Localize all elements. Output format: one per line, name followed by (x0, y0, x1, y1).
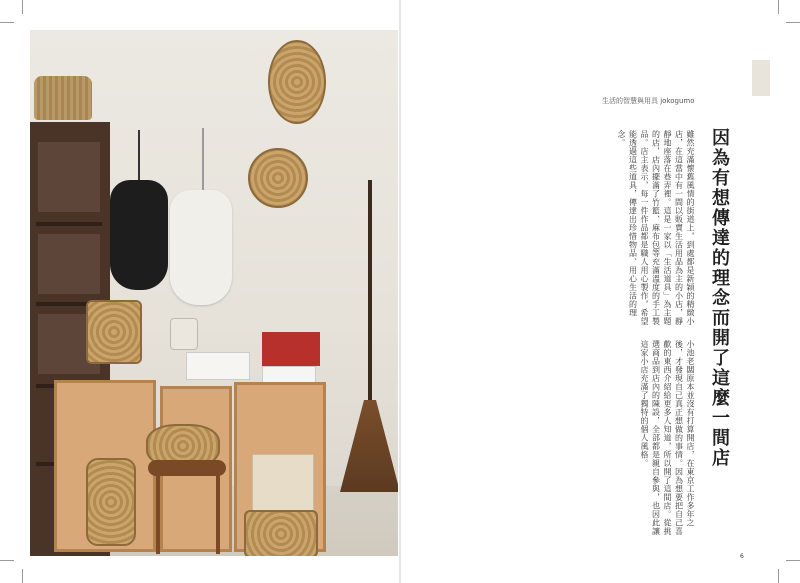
crop-mark (786, 560, 800, 561)
crop-mark (786, 22, 800, 23)
crop-mark (778, 0, 779, 14)
broom-handle (368, 180, 372, 410)
crop-mark (0, 22, 14, 23)
tall-basket-icon (86, 458, 136, 546)
broom-icon (340, 400, 398, 492)
crop-mark (778, 569, 779, 583)
crop-mark (0, 560, 14, 561)
white-bag-icon (170, 190, 232, 305)
white-box (186, 352, 250, 380)
lidded-basket-icon (86, 300, 142, 364)
running-header: 生活的智慧與用具 jokogumo (602, 97, 695, 105)
black-bag-icon (110, 180, 168, 290)
body-text-upper: 雖然充滿懷舊風情的街道上，到處都是新穎的精緻小店，在這當中有一間以販賣生活用品為主的小店，靜靜地座落在巷弄裡。這是一家以「生活道具」為主題的店，店內擺滿了竹籃、麻布包等充滿溫度的手工製品。店主表示，每一件作品都是職人用心製作，希望能透過這些道具，傳達出珍惜物品、用心生活的理念。 (617, 130, 695, 326)
page-number: 6 (740, 553, 744, 560)
jar (170, 318, 198, 350)
crop-mark (22, 0, 23, 14)
red-box (262, 332, 320, 366)
crop-mark (22, 569, 23, 583)
page-gutter (399, 0, 401, 583)
header-tab (752, 60, 770, 96)
woven-basket-icon (34, 76, 92, 120)
hanging-tray-basket-icon (268, 40, 326, 124)
body-text-lower: 小池老闆原本並沒有打算開店，在東京工作多年之後，才發現自己真正想做的事情。因為想要把自己喜歡的東西介紹給更多人知道，所以開了這間店。從挑選商品到店內的陳設，全部都是親自參與，也因此讓這家小店充滿了獨特的個人風格。 (640, 340, 695, 536)
shop-interior-photo (30, 30, 398, 556)
round-sieve-icon (248, 148, 308, 208)
square-basket-icon (244, 510, 318, 556)
article-title: 因為有想傳達的理念而開了這麼一間店 (709, 128, 730, 468)
